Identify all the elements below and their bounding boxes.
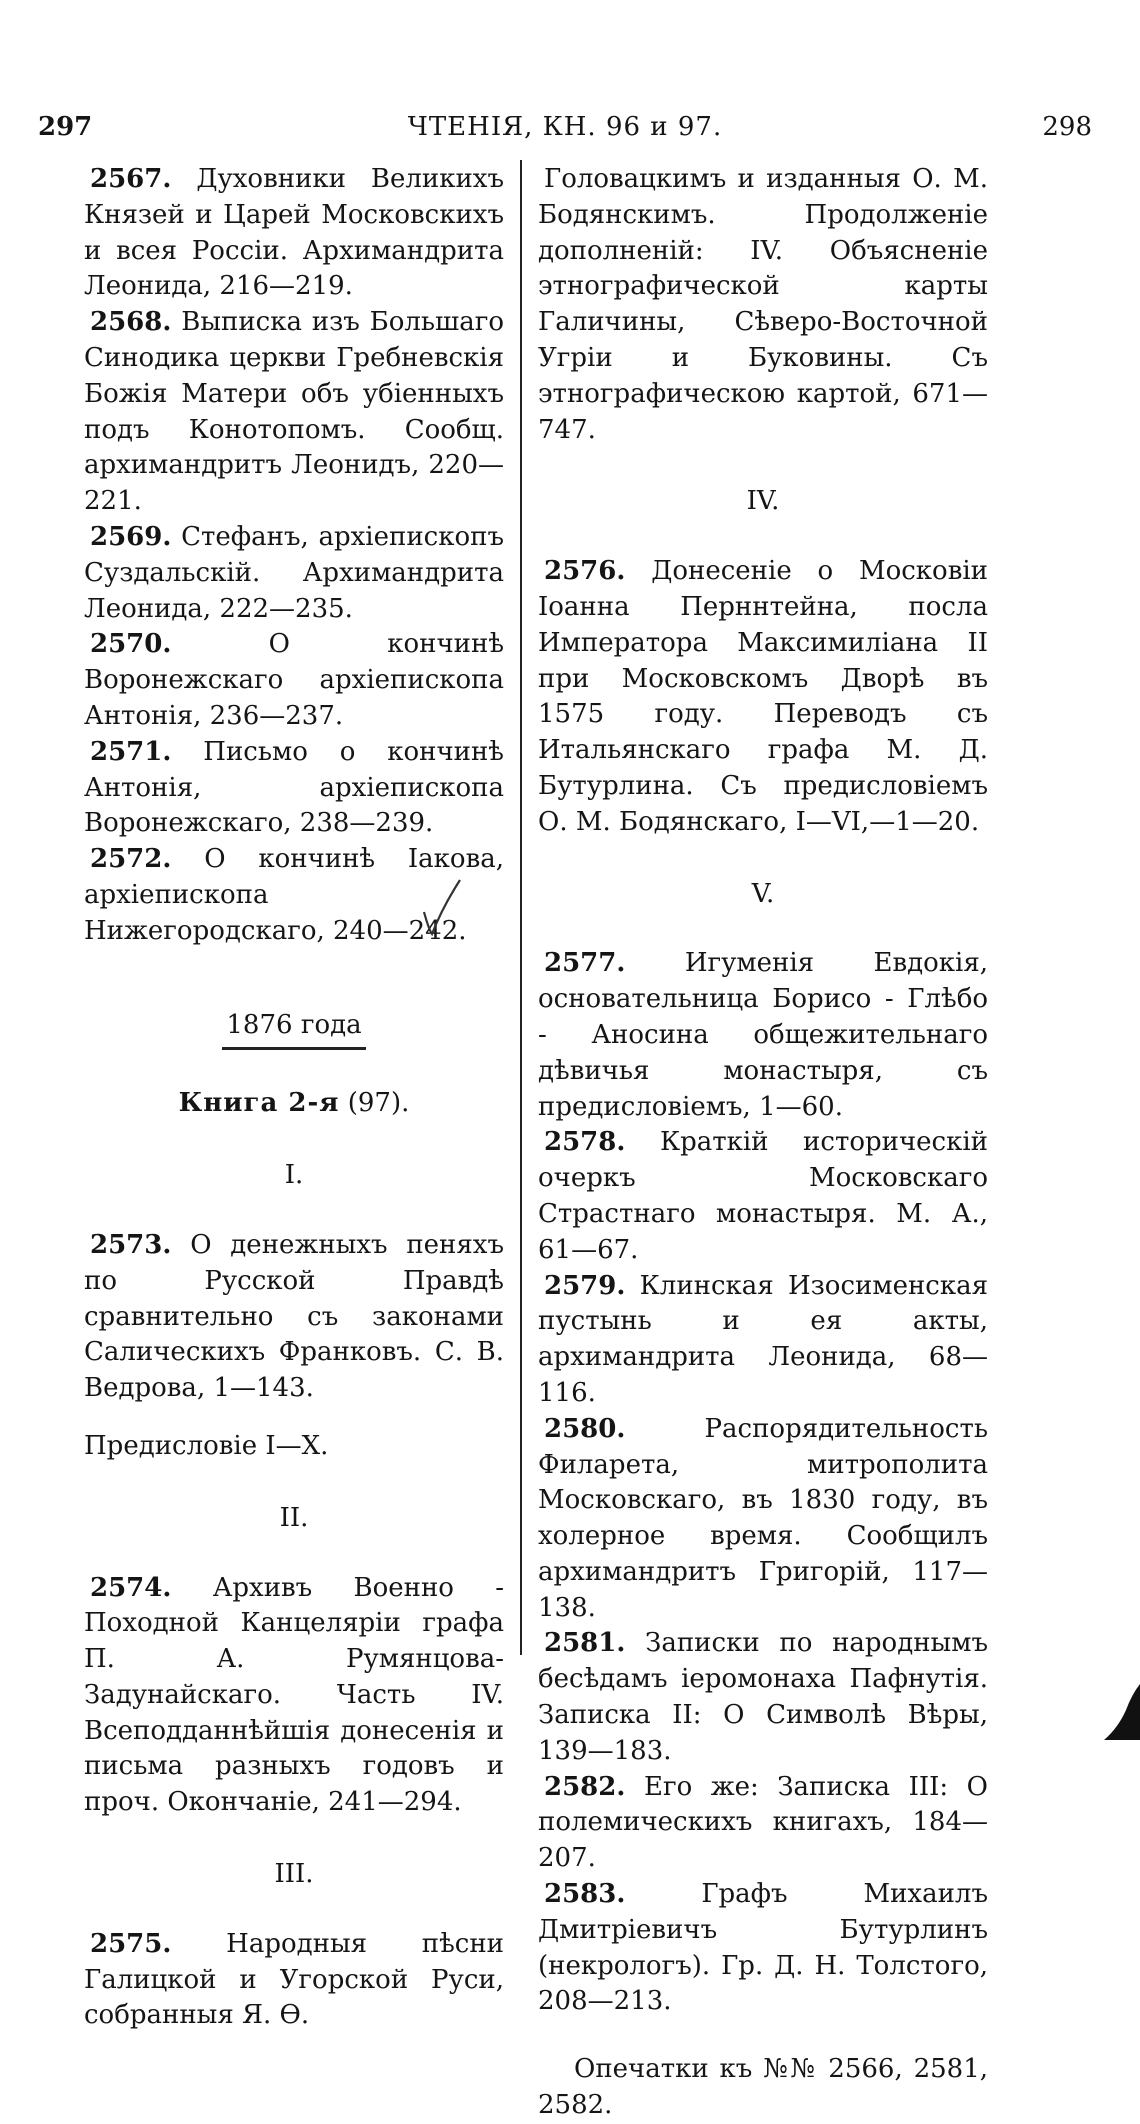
catalog-entry	[538, 1626, 988, 1769]
catalog-entry	[538, 1125, 988, 1268]
catalog-entry	[84, 162, 504, 305]
left-column	[84, 162, 504, 2034]
entry-number: 2574.	[90, 1572, 172, 1603]
entry-text: Народныя пѣсни Галицкой и Угорской Руси, собранныя Я. Ѳ.	[84, 1928, 504, 2031]
catalog-entry	[538, 1770, 988, 1877]
catalog-entry	[538, 1269, 988, 1412]
section-heading: I.	[284, 1160, 304, 1191]
page-number-left: 297	[38, 112, 93, 142]
entry-text: Стефанъ, архіепископъ Суздальскій. Архимандрита Леонида, 222—235.	[84, 521, 504, 624]
entry-text: Письмо о кончинѣ Антонія, архіепископа Воронежскаго, 238—239.	[84, 736, 504, 839]
entry-text: Его же: Записка III: О полемическихъ книгахъ, 184—207.	[538, 1771, 988, 1874]
entry-text: О денежныхъ пеняхъ по Русской Правдѣ сравнительно съ законами Салическихъ Франковъ. С. В. Ведрова, 1—143.	[84, 1229, 504, 1404]
entry-text: О кончинѣ Іакова, архіепископа Нижегородскаго, 240—242.	[84, 844, 504, 946]
right-column	[538, 162, 988, 2124]
catalog-entry	[84, 1571, 504, 1822]
entry-number: 2572.	[90, 844, 172, 875]
catalog-entry	[84, 305, 504, 520]
entry-text: Выписка изъ Большаго Синодика церкви Гребневскія Божія Матери объ убіенныхъ подъ Конотопомъ. Сообщ. архимандритъ Леонидъ, 220—221.	[84, 307, 504, 517]
entry-number: 2577.	[544, 948, 626, 979]
errata-line: Опечатки къ №№ 2566, 2581, 2582.	[538, 2054, 988, 2121]
column-divider	[520, 160, 522, 1655]
entry-number: 2569.	[90, 521, 172, 552]
catalog-entry	[538, 554, 988, 840]
catalog-entry	[84, 520, 504, 627]
entry-text: Распорядительность Филарета, митрополита Московскаго, въ 1830 году, въ холерное время. Сообщилъ архимандритъ Григорій, 117—138.	[538, 1413, 988, 1623]
entry-number: 2583.	[544, 1879, 626, 1910]
section-heading: V.	[751, 878, 775, 909]
catalog-entry	[84, 735, 504, 842]
section-heading: IV.	[746, 486, 780, 517]
book-heading-bold: Книга 2-я	[178, 1088, 340, 1119]
catalog-entry	[84, 1228, 504, 1407]
entry-number: 2579.	[544, 1270, 626, 1301]
entry-text: О кончинѣ Воронежскаго архіепископа Антонія, 236—237.	[84, 629, 504, 731]
continued-entry: Головацкимъ и изданныя О. М. Бодянскимъ. Продолженіе дополненій: IV. Объясненіе этнографической карты Галичины, Сѣверо-Восточной Угріи и Буковины. Съ этнографическою картой, 671—747.	[538, 164, 988, 445]
entry-number: 2573.	[90, 1229, 172, 1260]
entry-number: 2575.	[90, 1928, 172, 1959]
section-heading: III.	[274, 1859, 314, 1890]
section-heading: II.	[279, 1502, 309, 1533]
entry-number: 2582.	[544, 1771, 626, 1802]
year-heading	[84, 1008, 504, 1051]
running-title: ЧТЕНІЯ, КН. 96 и 97.	[407, 112, 723, 142]
entry-number: 2571.	[90, 736, 172, 767]
entry-number: 2568.	[90, 307, 172, 338]
catalog-entry	[538, 946, 988, 1125]
entry-number: 2570.	[90, 629, 172, 660]
book-heading	[84, 1086, 504, 1122]
catalog-entry	[538, 1877, 988, 2020]
entry-text: Краткій историческій очеркъ Московскаго Страстнаго монастыря. М. А., 61—67.	[538, 1127, 988, 1265]
entry-text: Архивъ Военно - Походной Канцеляріи графа П. А. Румянцова-Задунайскаго. Часть IV. Всеподданнѣйшія донесенія и письма разныхъ годовъ и проч. Окончаніе, 241—294.	[84, 1572, 504, 1818]
page-number-right: 298	[1042, 112, 1092, 142]
entry-text: Клинская Изосименская пустынь и ея акты, архимандрита Леонида, 68—116.	[538, 1270, 988, 1408]
page-header	[38, 112, 1092, 152]
left-entries-top	[84, 162, 504, 950]
entry-number: 2576.	[544, 556, 626, 587]
pencil-check-mark	[420, 878, 464, 938]
book-heading-rest: (97).	[339, 1088, 410, 1119]
entry-number: 2578.	[544, 1127, 626, 1158]
entry-text: Донесеніе о Московіи Іоанна Перннтейна, посла Императора Максимиліана II при Московскомъ Дворѣ въ 1575 году. Переводъ съ Итальянскаго графа М. Д. Бутурлина. Съ предисловіемъ О. М. Бодянскаго, I—VI,—1—20.	[538, 556, 988, 837]
catalog-entry	[84, 627, 504, 734]
entry-number: 2580.	[544, 1413, 626, 1444]
year-heading-text: 1876 года	[222, 1008, 365, 1051]
ink-blot-mark	[1100, 1684, 1140, 1740]
entry-number: 2581.	[544, 1628, 626, 1659]
entry-number: 2567.	[90, 164, 172, 194]
preface-line: Предисловіе I—X.	[84, 1430, 329, 1461]
entry-text: Духовники Великихъ Князей и Царей Московскихъ и всея Россіи. Архимандрита Леонида, 216—219.	[84, 164, 504, 302]
entry-text: Игуменія Евдокія, основательница Борисо - Глѣбо - Аносина общежительнаго дѣвичья монастыря, съ предисловіемъ, 1—60.	[538, 948, 988, 1122]
catalog-entry	[538, 1412, 988, 1627]
entry-text: Графъ Михаилъ Дмитріевичъ Бутурлинъ (некрологъ). Гр. Д. Н. Толстого, 208—213.	[538, 1879, 988, 2017]
catalog-entry	[84, 1927, 504, 2034]
entry-text: Записки по народнымъ бесѣдамъ іеромонаха Пафнутія. Записка II: О Символѣ Вѣры, 139—183.	[538, 1628, 988, 1766]
right-entries-bottom	[538, 946, 988, 2020]
